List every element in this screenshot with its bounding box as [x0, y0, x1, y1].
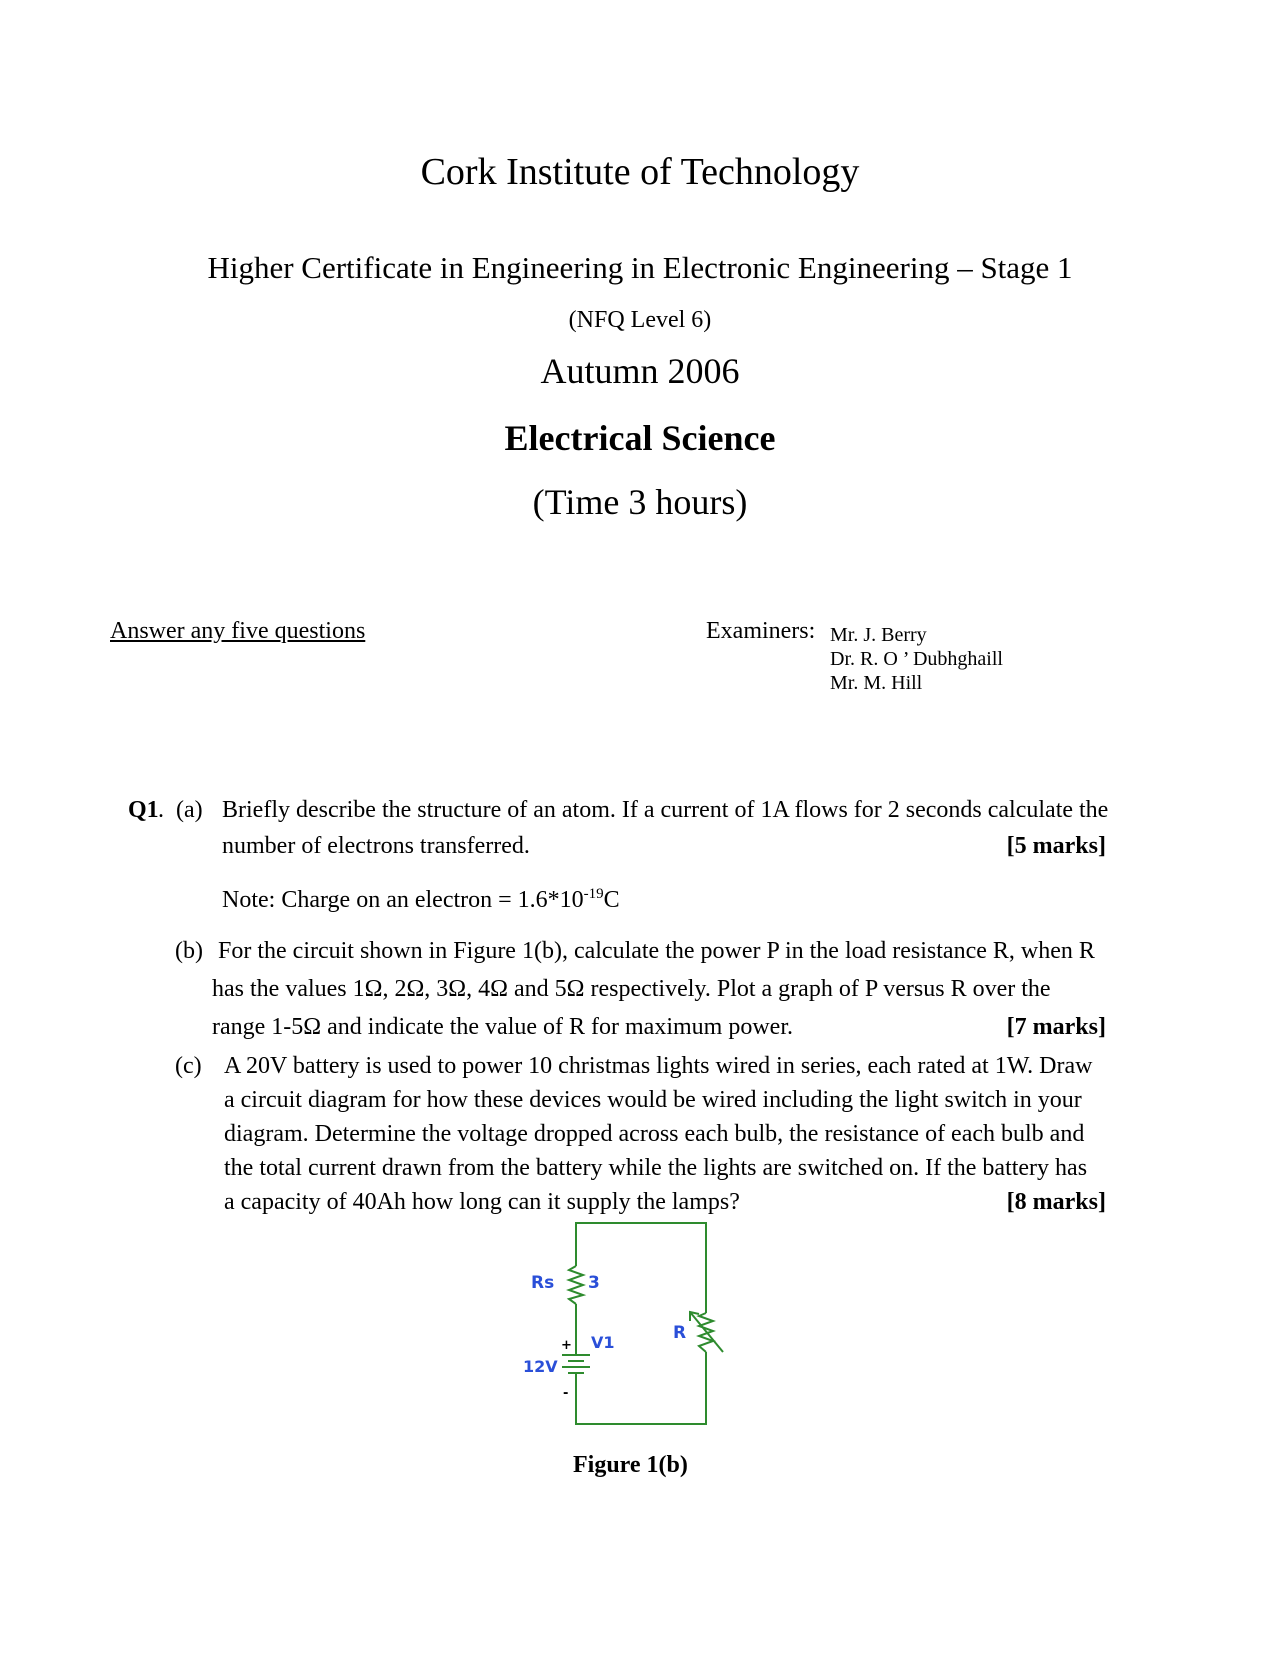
note-exponent: -19 — [583, 886, 604, 902]
part-a-note — [222, 886, 620, 914]
exam-duration: (Time 3 hours) — [532, 482, 748, 522]
subject-title: Electrical Science — [504, 418, 776, 458]
exam-term: Autumn 2006 — [540, 351, 740, 391]
part-a-label: (a) — [176, 797, 203, 823]
source-name: V1 — [591, 1333, 615, 1352]
part-a-marks: [5 marks] — [1006, 833, 1106, 859]
programme-title: Higher Certificate in Engineering in Electronic Engineering – Stage 1 — [207, 250, 1073, 285]
source-value: 12V — [523, 1357, 558, 1376]
part-c-label: (c) — [175, 1053, 202, 1079]
part-b-text: For the circuit shown in Figure 1(b), calculate the power P in the load resistance R, when R — [218, 938, 1095, 964]
part-b-text: has the values 1Ω, 2Ω, 3Ω, 4Ω and 5Ω respectively. Plot a graph of P versus R over the — [212, 976, 1051, 1002]
part-c-text: A 20V battery is used to power 10 christmas lights wired in series, each rated at 1W. Draw — [224, 1053, 1093, 1079]
part-c-marks: [8 marks] — [1006, 1189, 1106, 1215]
wire-bottom — [576, 1352, 706, 1424]
rs-label: Rs — [531, 1273, 555, 1293]
instructions: Answer any five questions — [110, 618, 366, 644]
circuit-wires — [576, 1223, 706, 1424]
note-unit: C — [603, 887, 620, 913]
part-a-text: number of electrons transferred. — [222, 833, 530, 859]
part-b-label: (b) — [175, 938, 203, 964]
r-label: R — [673, 1323, 687, 1343]
institute-name: Cork Institute of Technology — [420, 151, 860, 193]
question-label: Q1 — [128, 797, 159, 823]
examiner-name: Mr. J. Berry — [830, 624, 927, 646]
examiner-name: Dr. R. O ’ Dubhghaill — [830, 648, 1003, 670]
part-c-text: a capacity of 40Ah how long can it supply the lamps? — [224, 1189, 740, 1215]
resistor-rs-symbol — [569, 1266, 583, 1304]
note-text: Note: Charge on an electron = 1.6*10 — [222, 887, 584, 913]
circuit-diagram — [500, 1215, 740, 1440]
battery-symbol — [562, 1355, 590, 1381]
question-label-dot: . — [158, 797, 164, 823]
part-a-text: Briefly describe the structure of an atom. If a current of 1A flows for 2 seconds calculate the — [222, 797, 1109, 823]
nfq-level: (NFQ Level 6) — [568, 307, 712, 333]
wire-top — [576, 1223, 706, 1313]
part-c-text: a circuit diagram for how these devices would be wired including the light switch in your — [224, 1087, 1082, 1113]
examiners-label: Examiners: — [706, 618, 816, 644]
part-c-text: the total current drawn from the battery while the lights are switched on. If the battery has — [224, 1155, 1088, 1181]
part-b-marks: [7 marks] — [1006, 1014, 1106, 1040]
examiner-name: Mr. M. Hill — [830, 672, 923, 694]
figure-caption: Figure 1(b) — [573, 1452, 688, 1478]
rs-value: 3 — [588, 1273, 600, 1293]
part-b-text: range 1-5Ω and indicate the value of R for maximum power. — [212, 1014, 793, 1040]
part-c-text: diagram. Determine the voltage dropped across each bulb, the resistance of each bulb and — [224, 1121, 1085, 1147]
plus-sign: + — [561, 1338, 572, 1353]
minus-sign: - — [563, 1386, 569, 1401]
